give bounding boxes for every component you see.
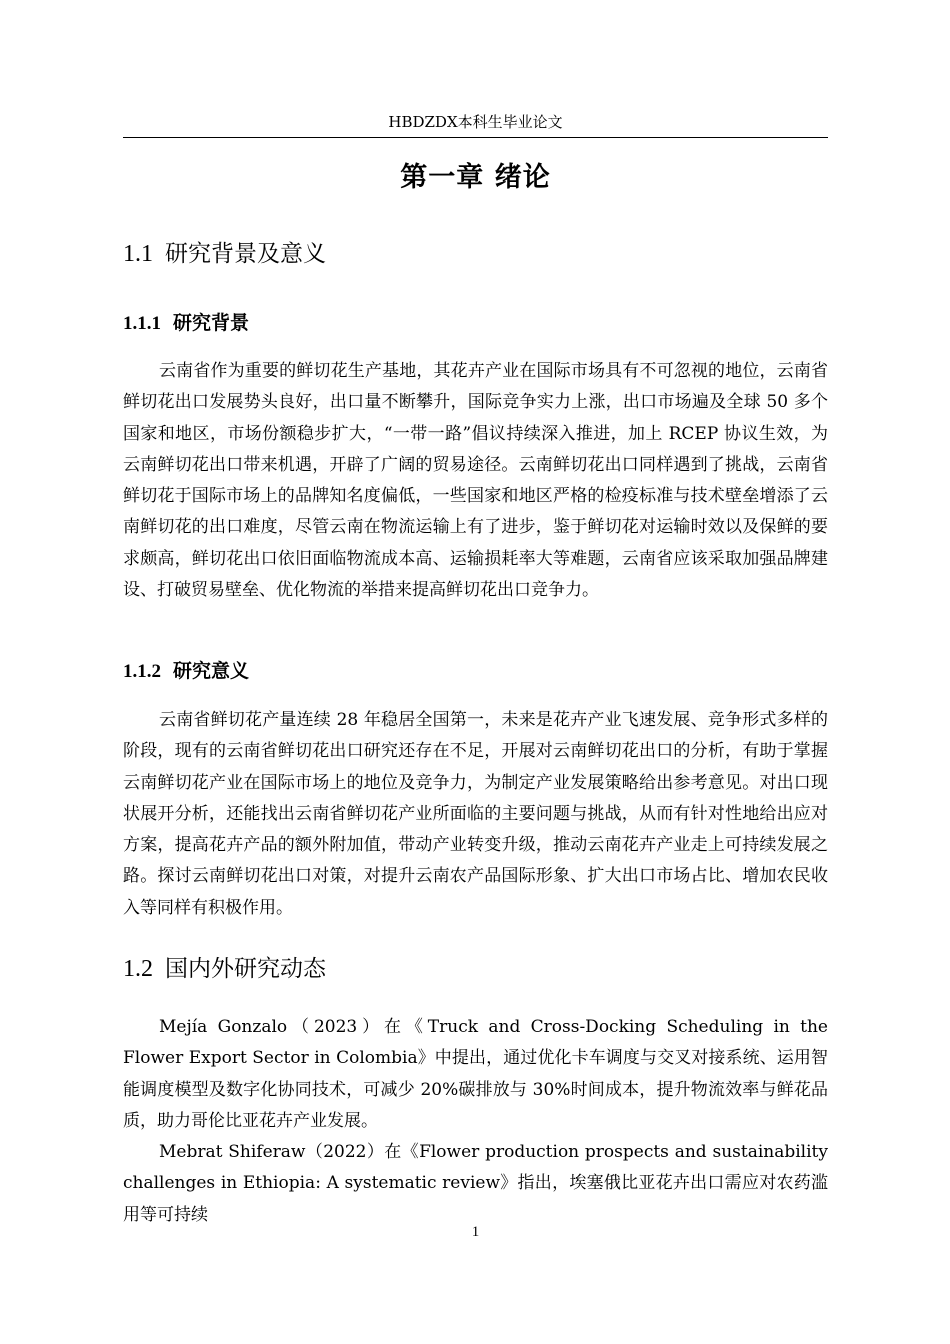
section-title: 国内外研究动态 bbox=[165, 956, 326, 982]
paragraph-literature-mejia: Mejía Gonzalo（2023）在《Truck and Cross-Docking Scheduling in the Flower Export Sector in Colombia》中提出，通过优化卡车调度与交叉对接系统、运用智能调度模型及数字化协同技术，可减少 20%碳排放与 30%时间成本，提升物流效率与鲜花品质，助力哥伦比亚花卉产业发展。 bbox=[123, 1017, 828, 1131]
header-rule bbox=[123, 137, 828, 138]
section-heading-1-2 bbox=[123, 953, 326, 985]
page-number: 1 bbox=[471, 1224, 480, 1240]
subsection-heading-1-1-1 bbox=[123, 309, 249, 338]
chapter-title: 第一章 绪论 bbox=[400, 162, 551, 193]
running-header: HBDZDX本科生毕业论文 bbox=[388, 113, 563, 131]
subsection-heading-1-1-2 bbox=[123, 657, 249, 686]
subsection-title: 研究背景 bbox=[173, 312, 250, 334]
subsection-number: 1.1.2 bbox=[123, 661, 161, 682]
subsection-number: 1.1.1 bbox=[123, 313, 161, 334]
paragraph-research-background: 云南省作为重要的鲜切花生产基地，其花卉产业在国际市场具有不可忽视的地位，云南省鲜切花出口发展势头良好，出口量不断攀升，国际竞争实力上涨，出口市场遍及全球 50 多个国家和地区，市场份额稳步扩大，“一带一路”倡议持续深入推进，加上 RCEP 协议生效，为云南鲜切花出口带来机遇，开辟了广阔的贸易途径。云南鲜切花出口同样遇到了挑战，云南省鲜切花于国际市场上的品牌知名度偏低，一些国家和地区严格的检疫标准与技术壁垒增添了云南鲜切花的出口难度，尽管云南在物流运输上有了进步，鉴于鲜切花对运输时效以及保鲜的要求颇高，鲜切花出口依旧面临物流成本高、运输损耗率大等难题，云南省应该采取加强品牌建设、打破贸易壁垒、优化物流的举措来提高鲜切花出口竞争力。 bbox=[123, 361, 828, 601]
section-title: 研究背景及意义 bbox=[165, 241, 326, 267]
paragraph-literature-shiferaw: Mebrat Shiferaw（2022）在《Flower production prospects and sustainability challenges in Ethiopia: A systematic review》指出，埃塞俄比亚花卉出口需应对农药滥用等可持续 bbox=[123, 1142, 828, 1225]
section-number: 1.2 bbox=[123, 956, 153, 982]
section-number: 1.1 bbox=[123, 241, 153, 267]
section-heading-1-1 bbox=[123, 238, 326, 270]
subsection-title: 研究意义 bbox=[173, 660, 250, 682]
paragraph-research-significance: 云南省鲜切花产量连续 28 年稳居全国第一，未来是花卉产业飞速发展、竞争形式多样的阶段，现有的云南省鲜切花出口研究还存在不足，开展对云南鲜切花出口的分析，有助于掌握云南鲜切花产业在国际市场上的地位及竞争力，为制定产业发展策略给出参考意见。对出口现状展开分析，还能找出云南省鲜切花产业所面临的主要问题与挑战，从而有针对性地给出应对方案，提高花卉产品的额外附加值，带动产业转变升级，推动云南花卉产业走上可持续发展之路。探讨云南鲜切花出口对策，对提升云南农产品国际形象、扩大出口市场占比、增加农民收入等同样有积极作用。 bbox=[123, 710, 828, 918]
